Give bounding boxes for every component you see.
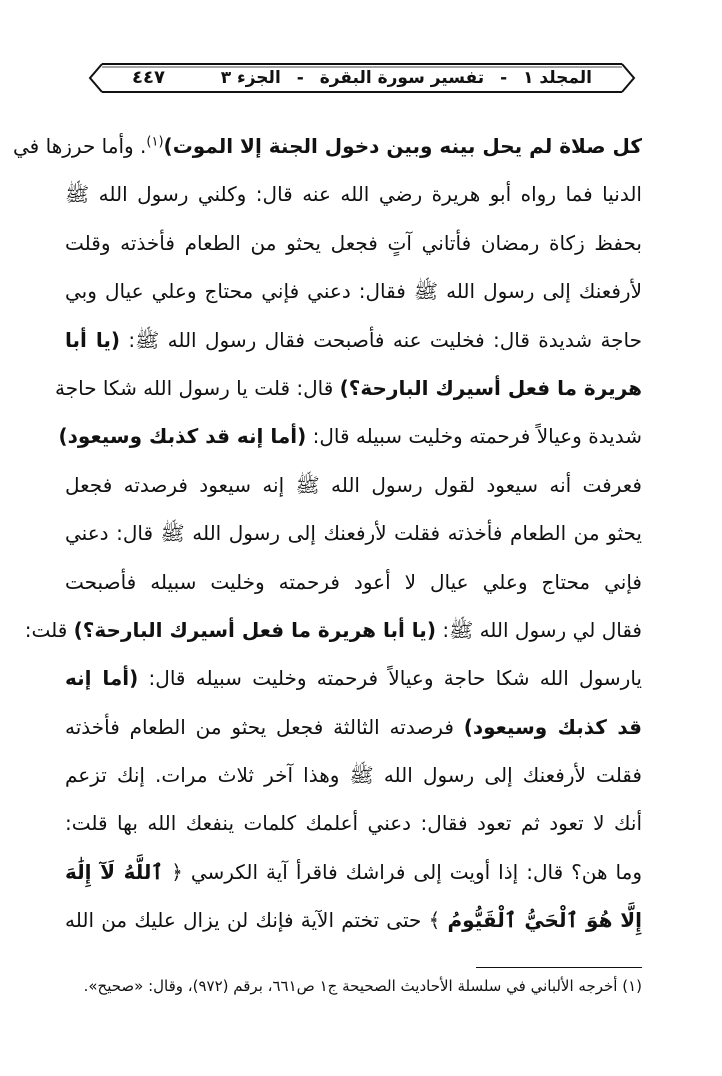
bold-text: (يا أبا bbox=[65, 327, 120, 352]
line-text: قال: قلت يا رسول الله شكا حاجة bbox=[55, 375, 340, 400]
text-line bbox=[65, 461, 642, 509]
line-text: فرصدته الثالثة فجعل يحثو من الطعام فأخذته bbox=[65, 714, 464, 739]
line-text: حاجة شديدة قال: فخليت عنه فأصبحت فقال رسول الله ﷺ: bbox=[120, 327, 642, 352]
bold-text: هريرة ما فعل أسيرك البارحة؟) bbox=[339, 375, 642, 400]
text-line bbox=[65, 751, 642, 799]
text-line bbox=[65, 316, 642, 364]
header-surah: تفسير سورة البقرة bbox=[319, 68, 485, 88]
footnote-rule bbox=[476, 967, 642, 968]
line-text: يحثو من الطعام فأخذته فقلت لأرفعنك إلى رسول الله ﷺ قال: دعني bbox=[65, 521, 642, 546]
line-text: قلت: bbox=[24, 617, 74, 642]
text-line bbox=[65, 848, 642, 896]
text-line bbox=[65, 509, 642, 557]
text-line bbox=[65, 703, 642, 751]
text-line bbox=[65, 219, 642, 267]
line-text: أنك لا تعود ثم تعود فقال: دعني أعلمك كلمات ينفعك الله بها قلت: bbox=[65, 811, 642, 836]
line-text: . وأما حرزها في bbox=[13, 134, 147, 158]
bold-text: (أما إنه bbox=[65, 666, 139, 691]
header-separator: - bbox=[500, 68, 508, 88]
line-text: بحفظ زكاة رمضان فأتاني آتٍ فجعل يحثو من الطعام فأخذته وقلت bbox=[65, 230, 642, 255]
text-line bbox=[65, 170, 642, 218]
text-line bbox=[65, 267, 642, 315]
footnote bbox=[62, 974, 642, 998]
line-text: فإني محتاج وعلي عيال لا أعود فرحمته وخليت سبيله فأصبحت bbox=[65, 569, 642, 594]
header-part: الجزء ٣ bbox=[220, 68, 281, 88]
bold-text: ٱللَّهُ لَآ إِلَٰهَ bbox=[65, 859, 164, 884]
line-text: فقال لي رسول الله ﷺ: bbox=[435, 617, 642, 642]
line-text: الدنيا فما رواه أبو هريرة رضي الله عنه قال: وكلني رسول الله ﷺ bbox=[65, 182, 642, 207]
body-text bbox=[13, 122, 643, 945]
text-line bbox=[24, 606, 642, 654]
header-volume: المجلد ١ bbox=[523, 68, 592, 88]
footnote-ref: (١) bbox=[146, 134, 164, 150]
text-line bbox=[58, 412, 642, 460]
page-number: ٤٤٧ bbox=[132, 67, 165, 88]
bold-text: إِلَّا هُوَ ٱلْحَيُّ ٱلْقَيُّومُ bbox=[447, 908, 643, 933]
bold-text: كل صلاة لم يحل بينه وبين دخول الجنة إلا الموت) bbox=[163, 134, 642, 158]
text-line bbox=[65, 558, 642, 606]
text-line bbox=[65, 654, 642, 702]
line-text: فقلت لأرفعنك إلى رسول الله ﷺ وهذا آخر ثلاث مرات. إنك تزعم bbox=[65, 763, 642, 788]
line-text: ﴾ حتى تختم الآية فإنك لن يزال عليك من الله bbox=[65, 908, 448, 933]
footnote-text: (١) أخرجه الألباني في سلسلة الأحاديث الصحيحة ج١ ص٦٦١، برقم (٩٧٢)، وقال: «صحيح». bbox=[83, 977, 642, 995]
line-text: شديدة وعيالاً فرحمته وخليت سبيله قال: bbox=[306, 424, 642, 449]
line-text: لأرفعنك إلى رسول الله ﷺ فقال: دعني فإني محتاج وعلي عيال وبي bbox=[65, 279, 642, 304]
page-header bbox=[88, 58, 636, 98]
bold-text: (أما إنه قد كذبك وسيعود) bbox=[58, 424, 307, 449]
text-line bbox=[65, 896, 642, 944]
text-line bbox=[13, 122, 642, 170]
header-title bbox=[221, 66, 592, 90]
bold-text: (يا أبا هريرة ما فعل أسيرك البارحة؟) bbox=[73, 617, 436, 642]
text-line bbox=[55, 364, 642, 412]
bold-text: قد كذبك وسيعود) bbox=[463, 714, 642, 739]
line-text: فعرفت أنه سيعود لقول رسول الله ﷺ إنه سيعود فرصدته فجعل bbox=[65, 472, 642, 497]
text-line bbox=[65, 799, 642, 847]
line-text: يارسول الله شكا حاجة وعيالاً فرحمته وخليت سبيله قال: bbox=[138, 666, 642, 691]
line-text: وما هن؟ قال: إذا أويت إلى فراشك فاقرأ آية الكرسي ﴿ bbox=[163, 859, 642, 884]
header-separator: - bbox=[296, 68, 304, 88]
